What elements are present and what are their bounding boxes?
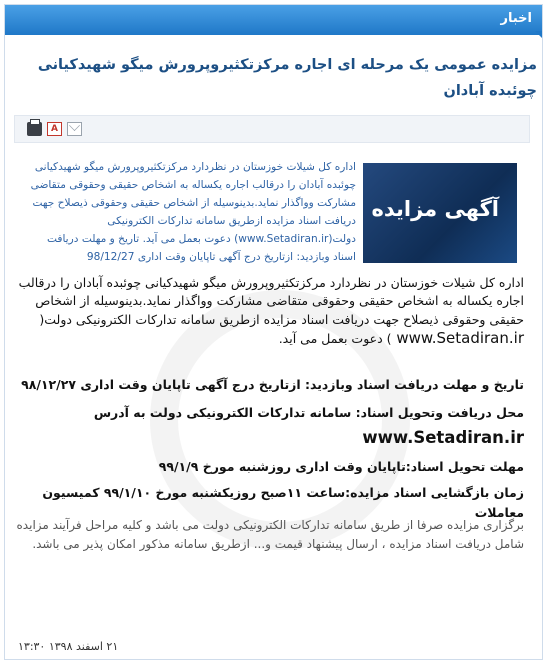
article-toolbar (14, 115, 530, 143)
article-image (363, 163, 517, 263)
pdf-icon[interactable]: A (47, 122, 62, 136)
paragraph-text-end: ) دعوت بعمل می آید. (278, 331, 392, 346)
image-caption: آگهی مزایده (371, 197, 499, 221)
publish-date: ۲۱ اسفند ۱۳۹۸ ۱۳:۳۰ (18, 640, 119, 653)
document-deadline: تاریخ و مهلت دریافت اسناد وبازدید: ازتاریخ درج آگهی تاپایان وقت اداری ۹۸/۱۲/۲۷ (21, 377, 524, 392)
panel-title: اخبار (500, 11, 532, 26)
article-title: مزایده عمومی یک مرحله ای اجاره مرکزتکثیروپرورش میگو شهیدکیانی چوئبده آبادان (37, 57, 537, 99)
submission-deadline: مهلت تحویل اسناد:تاپایان وقت اداری روزشنبه مورخ ۹۹/۱/۹ (158, 459, 524, 474)
document-location: محل دریافت وتحویل اسناد: سامانه تدارکات الکترونیکی دولت به آدرس (93, 405, 524, 420)
article-summary: اداره کل شیلات خوزستان در نظردارد مرکزتکثیروپرورش میگو شهیدکیانی چوئبده آبادان را درقالب اجاره یکساله به اشخاص حقیقی وحقوقی متقاضی مشارکت وواگذار نماید.بدینوسیله از اشخاص حقیقی وحقوقی ذیصلاح جهت دریافت اسناد مزایده ازطریق سامانه تدارکات الکترونیکی دولت(www.Setadiran.ir) دعوت بعمل می آید. تاریخ و مهلت دریافت اسناد وبازدید: ازتاریخ درج آگهی تاپایان وقت اداری 98/12/27 (30, 161, 356, 263)
setadiran-url[interactable]: www.Setadiran.ir (362, 428, 524, 447)
header-corner (535, 31, 542, 38)
email-icon[interactable] (67, 122, 82, 136)
setadiran-link[interactable]: www.Setadiran.ir (391, 329, 524, 347)
auction-note: برگزاری مزایده صرفا از طریق سامانه تدارکات الکترونیکی دولت می باشد و کلیه مراحل فرآیند مزایده شامل دریافت اسناد مزایده ، ارسال پیشنهاد قیمت و... ازطریق سامانه مذکور امکان پذیر می باشد. (16, 518, 524, 551)
print-icon[interactable] (27, 122, 42, 136)
article-paragraph (14, 274, 524, 348)
opening-time: زمان بازگشایی اسناد مزایده:ساعت ۱۱صبح روزیکشنبه مورخ ۹۹/۱/۱۰ کمیسیون معاملات (42, 485, 524, 520)
paragraph-text: اداره کل شیلات خوزستان در نظردارد مرکزتکثیروپرورش میگو شهیدکیانی چوئبده آبادان را درقالب اجاره یکساله به اشخاص حقیقی وحقوقی متقاضی مشارکت وواگذار نماید.بدینوسیله از اشخاص حقیقی وحقوقی ذیصلاح جهت دریافت اسناد مزایده ازطریق سامانه تدارکات الکترونیکی دولت( (18, 275, 524, 327)
panel-header (5, 5, 542, 35)
